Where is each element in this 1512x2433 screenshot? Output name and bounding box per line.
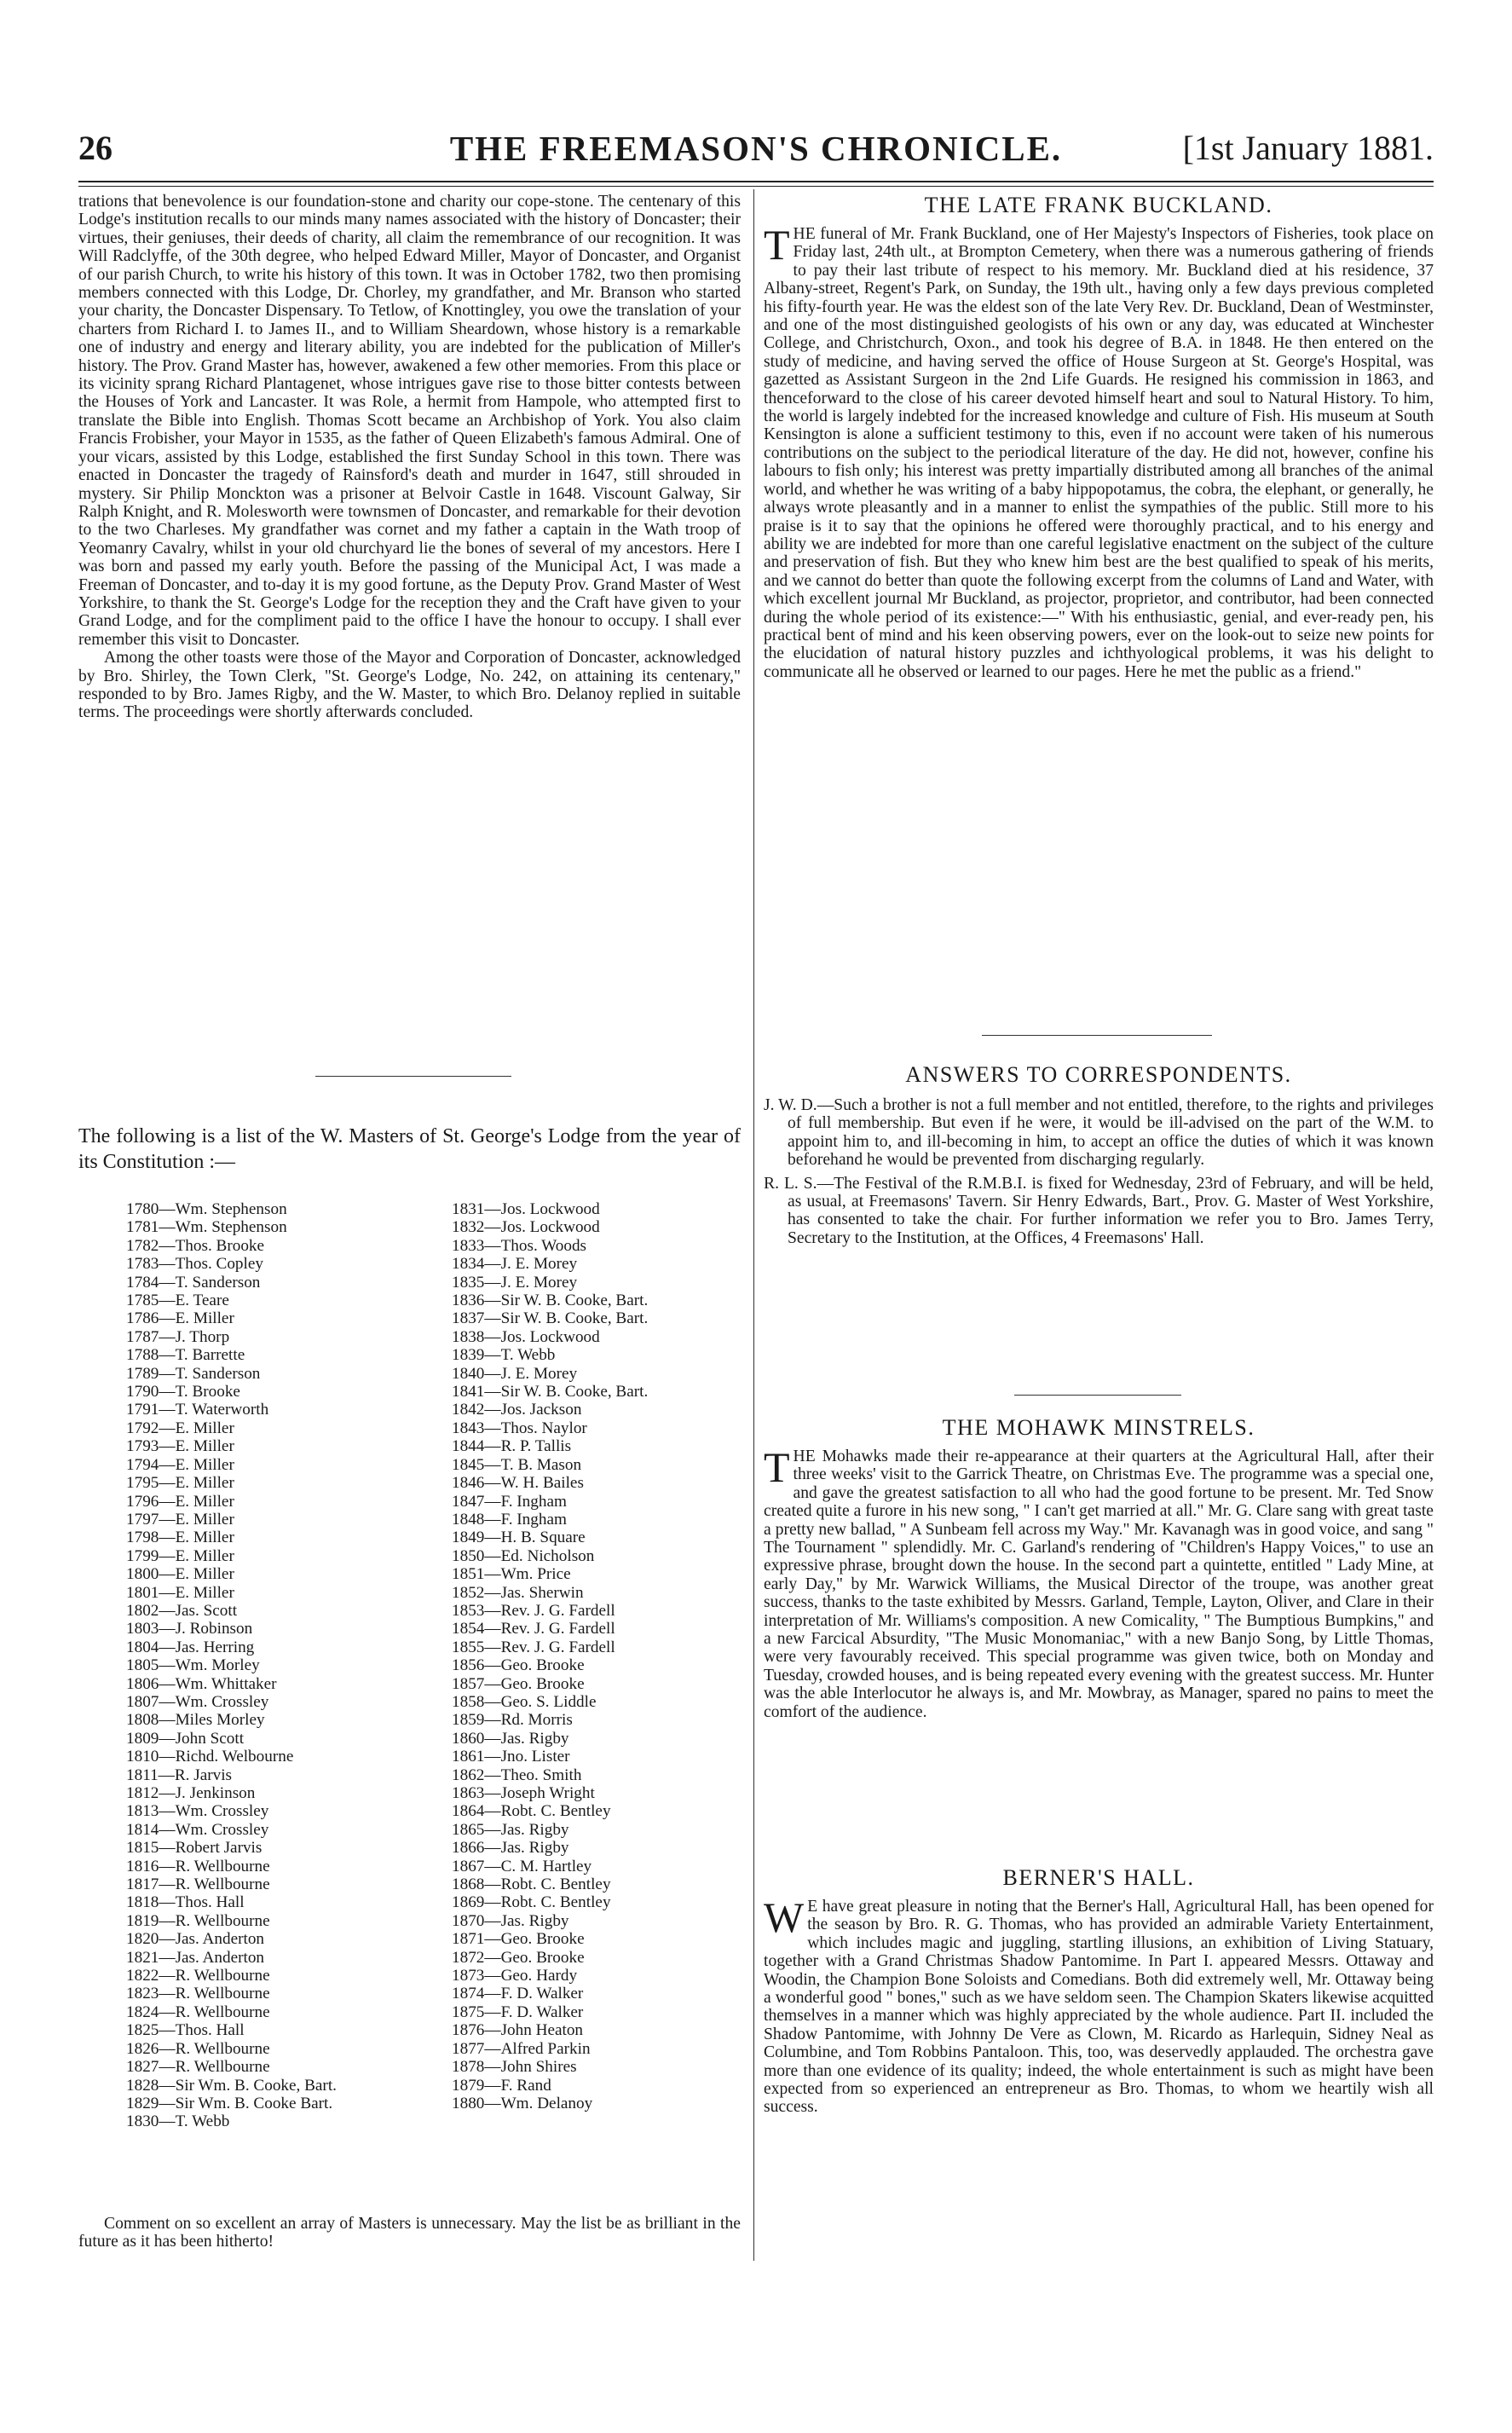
master-entry: 1831—Jos. Lockwood — [452, 1200, 600, 1218]
master-entry: 1845—T. B. Mason — [452, 1455, 582, 1474]
master-entry: 1828—Sir Wm. B. Cooke, Bart. — [126, 2076, 337, 2095]
master-entry: 1794—E. Miller — [126, 1455, 234, 1474]
master-entry: 1822—R. Wellbourne — [126, 1967, 270, 1985]
section-divider — [982, 1035, 1212, 1036]
master-entry: 1874—F. D. Walker — [452, 1985, 584, 2003]
master-entry: 1789—T. Sanderson — [126, 1364, 261, 1383]
master-entry: 1865—Jas. Rigby — [452, 1820, 569, 1839]
answer-item: J. W. D.—Such a brother is not a full member and not entitled, therefore, to the rights and privileges of full membership. But even if he were, it would be ill-advised on the part of the W.M. to appoint him to, and ill-becoming in him, to accept an office the duties of which it was known beforehand he would be prevented from discharging regularly. — [764, 1096, 1434, 1170]
master-entry: 1855—Rev. J. G. Fardell — [452, 1638, 615, 1656]
master-entry: 1820—Jas. Anderton — [126, 1930, 265, 1949]
master-entry: 1856—Geo. Brooke — [452, 1656, 585, 1675]
master-entry: 1814—Wm. Crossley — [126, 1820, 269, 1839]
master-entry: 1862—Theo. Smith — [452, 1766, 582, 1784]
master-entry: 1846—W. H. Bailes — [452, 1474, 584, 1493]
master-entry: 1844—R. P. Tallis — [452, 1437, 572, 1456]
master-entry: 1880—Wm. Delanoy — [452, 2094, 593, 2112]
master-entry: 1812—J. Jenkinson — [126, 1784, 256, 1802]
buckland-heading: THE LATE FRANK BUCKLAND. — [924, 193, 1273, 217]
berners-text: E have great pleasure in noting that the Berner's Hall, Agricultural Hall, has been opened for the season by Bro. R. G. Thomas, who has provided an admirable Variety Entertainment, which includes magic and juggling, startling illusions, an exhibition of Living Statuary, together with a Grand Christmas Shadow Pantomime. In Part I. appeared Messrs. Ottaway and Woodin, the Champion Bone Soloists and Comedians. Both did extremely well, Mr. Ottaway being a wonderful good " bones," such as we have seldom seen. The Champion Skaters likewise acquitted themselves in a manner which was highly appreciated by the whole audience. Part II. included the Shadow Pantomime, with Johnny De Vere as Clown, M. Ricardo as Harlequin, Sidney Neal as Columbine, and Tom Robbins Pantaloon. This, too, was deservedly applauded. The orchestra gave more than one evidence of its quality; indeed, the whole entertainment is such as might have been expected from so experienced an entrepreneur as Bro. Thomas, to whom we heartily wish all success. — [764, 1898, 1434, 2117]
master-entry: 1823—R. Wellbourne — [126, 1985, 270, 2003]
masters-list — [126, 1200, 740, 2138]
berners-heading: BERNER'S HALL. — [1002, 1865, 1195, 1890]
master-entry: 1876—John Heaton — [452, 2021, 584, 2040]
master-entry: 1792—E. Miller — [126, 1419, 234, 1437]
master-entry: 1783—Thos. Copley — [126, 1255, 263, 1274]
master-entry: 1850—Ed. Nicholson — [452, 1546, 595, 1565]
master-entry: 1805—Wm. Morley — [126, 1656, 260, 1675]
answer-item: R. L. S.—The Festival of the R.M.B.I. is fixed for Wednesday, 23rd of February, and will be held, as usual, at Freemasons' Tavern. Sir Henry Edwards, Bart., Prov. G. Master of West Yorkshire, has consented to take the chair. For further information we refer you to Bro. James Terry, Secretary to the Institution, at the Offices, 4 Freemasons' Hall. — [764, 1174, 1434, 1247]
buckland-article — [764, 193, 1434, 1020]
master-entry: 1818—Thos. Hall — [126, 1893, 245, 1912]
berners-drop-cap: W — [764, 1893, 805, 1941]
master-entry: 1784—T. Sanderson — [126, 1273, 261, 1292]
master-entry: 1825—Thos. Hall — [126, 2021, 245, 2040]
master-entry: 1837—Sir W. B. Cooke, Bart. — [452, 1309, 649, 1328]
master-entry: 1791—T. Waterworth — [126, 1401, 269, 1419]
master-entry: 1801—E. Miller — [126, 1583, 234, 1602]
master-entry: 1873—Geo. Hardy — [452, 1967, 578, 1985]
master-entry: 1870—Jas. Rigby — [452, 1911, 569, 1930]
mohawk-article — [764, 1415, 1434, 1858]
speech-block — [78, 193, 741, 1060]
master-entry: 1810—Richd. Welbourne — [126, 1748, 294, 1766]
master-entry: 1796—E. Miller — [126, 1492, 234, 1511]
master-entry: 1785—E. Teare — [126, 1292, 229, 1310]
master-entry: 1795—E. Miller — [126, 1474, 234, 1493]
master-entry: 1838—Jos. Lockwood — [452, 1327, 600, 1346]
master-entry: 1798—E. Miller — [126, 1529, 234, 1547]
master-entry: 1803—J. Robinson — [126, 1620, 253, 1638]
master-entry: 1872—Geo. Brooke — [452, 1948, 585, 1967]
closing-block — [78, 2215, 741, 2257]
master-entry: 1875—F. D. Walker — [452, 2002, 584, 2021]
master-entry: 1836—Sir W. B. Cooke, Bart. — [452, 1292, 649, 1310]
master-entry: 1819—R. Wellbourne — [126, 1911, 270, 1930]
master-entry: 1826—R. Wellbourne — [126, 2039, 270, 2058]
master-entry: 1860—Jas. Rigby — [452, 1729, 569, 1748]
master-entry: 1827—R. Wellbourne — [126, 2058, 270, 2077]
master-entry: 1866—Jas. Rigby — [452, 1839, 569, 1858]
master-entry: 1853—Rev. J. G. Fardell — [452, 1601, 615, 1620]
master-entry: 1832—Jos. Lockwood — [452, 1218, 600, 1237]
master-entry: 1842—Jos. Jackson — [452, 1401, 582, 1419]
master-entry: 1782—Thos. Brooke — [126, 1236, 265, 1255]
master-entry: 1797—E. Miller — [126, 1510, 234, 1529]
buckland-text: HE funeral of Mr. Frank Buckland, one of Her Majesty's Inspectors of Fisheries, took place on Friday last, 24th ult., at Brompton Cemetery, when there was a numerous gathering of friends to pay their last tribute of respect to his memory. Mr. Buckland died at his residence, 37 Albany-street, Regent's Park, on Sunday, the 19th ult., having only a few days previous completed his fifty-fourth year. He was the eldest son of the late Very Rev. Dr. Buckland, Dean of Westminster, and one of the most distinguished geologists of his own or any day, was educated at Winchester College, and Christchurch, Oxon., and took his degree of B.A. in 1848. He then entered on the study of medicine, and having served the office of House Surgeon at St. George's Hospital, was gazetted as Assistant Surgeon in the 2nd Life Guards. He resigned his commission in 1863, and thenceforward to the close of his career devoted himself heart and soul to Natural History. To him, the world is largely indebted for the increased knowledge and culture of Fish. His museum at South Kensington is alone a sufficient testimony to this, even if no account were taken of his numerous contributions on the subject to the periodical literature of the day. He did not, however, confine his labours to fish only; his interest was pretty impartially distributed among all branches of the animal world, and whether he was writing of a baby hippopotamus, the cobra, the elephant, or generally, he always wrote pleasantly and in a manner to enlist the sympathies of the public. Still more to his praise is it to say that the opinions he offered were thoroughly practical, and to his energy and ability we are indebted for more than one careful legislative enactment on the subject of the culture and preservation of fish. But they who knew him best are the best qualified to speak of his merits, and we cannot do better than quote the following excerpt from the columns of Land and Water, with which excellent journal Mr Buckland, as projector, proprietor, and contributor, had been connected during the whole period of its existence:—" With his enthusiastic, genial, and ever-ready pen, his practical bent of mind and his keen observing powers, ever on the look-out to seize new points for the elucidation of natural history puzzles and ichthyological problems, it was his delight to communicate all he observed or learned to our pages. Here he met the public as a friend." — [764, 225, 1434, 681]
buckland-drop-cap: T — [764, 221, 790, 269]
master-entry: 1787—J. Thorp — [126, 1327, 230, 1346]
master-entry: 1858—Geo. S. Liddle — [452, 1692, 597, 1711]
toasts-paragraph: Among the other toasts were those of the Mayor and Corporation of Doncaster, acknowledged by Bro. Shirley, the Town Clerk, "St. George's Lodge, No. 242, on attaining its centenary," responded to by Bro. James Rigby, and the W. Master, to which Bro. Delanoy replied in suitable terms. The proceedings were shortly afterwards concluded. — [78, 649, 741, 722]
master-entry: 1821—Jas. Anderton — [126, 1948, 265, 1967]
section-divider — [1014, 1395, 1181, 1396]
master-entry: 1861—Jno. Lister — [452, 1748, 570, 1766]
berners-article — [764, 1865, 1434, 2266]
master-entry: 1809—John Scott — [126, 1729, 245, 1748]
master-entry: 1790—T. Brooke — [126, 1383, 240, 1401]
master-entry: 1878—John Shires — [452, 2058, 577, 2077]
master-entry: 1877—Alfred Parkin — [452, 2039, 591, 2058]
master-entry: 1859—Rd. Morris — [452, 1711, 573, 1730]
master-entry: 1800—E. Miller — [126, 1565, 234, 1584]
master-entry: 1802—Jas. Scott — [126, 1601, 238, 1620]
answers-section — [764, 1062, 1434, 1386]
master-entry: 1835—J. E. Morey — [452, 1273, 578, 1292]
masters-list-column-2 — [452, 1200, 733, 2131]
master-entry: 1808—Miles Morley — [126, 1711, 265, 1730]
mohawk-drop-cap: T — [764, 1443, 790, 1491]
mohawk-text: HE Mohawks made their re-appearance at their quarters at the Agricultural Hall, after their three weeks' visit to the Garrick Theatre, on Christmas Eve. The programme was a special one, and gave the greatest satisfaction to all who had the good fortune to be present. Mr. Ted Snow created quite a furore in his new song, " I can't get married at all." Mr. G. Clare sang with great taste a pretty new ballad, " A Sunbeam fell across my Way." Mr. Kavanagh was in good voice, and sang " The Tournament " splendidly. Mr. C. Garland's rendering of "Children's Happy Voices," to use an expressive phrase, brought down the house. In the second part a quintette, entitled " Lady Mine, at early Day," by Mr. Warwick Williams, the Musical Director of the troupe, was another great success, thanks to the taste exhibited by Messrs. Garland, Temple, Layton, Oliver, and Clare in their interpretation of Mr. Williams's composition. A new Comicality, " The Bumptious Bumpkins," and a new Farcical Absurdity, "The Music Monomaniac," with a new Banjo Song, by Little Thomas, were very favourably received. This special programme was given twice, both on Monday and Tuesday, crowded houses, and is being repeated every evening with the greatest success. Mr. Hunter was the able Interlocutor he always is, and Mr. Mowbray, as Manager, spared no pains to meet the comfort of the audience. — [764, 1448, 1434, 1721]
speech-paragraph: trations that benevolence is our foundation-stone and charity our cope-stone. The centenary of this Lodge's institution recalls to our minds many names associated with the history of Doncaster; their virtues, their geniuses, their deeds of charity, all claim the remembrance of our recognition. It was Will Radclyffe, of the 30th degree, who helped Edward Miller, Mayor of Doncaster, and Organist of our parish Church, to write his history of this town. It was in October 1782, two then promising members connected with this Lodge, Dr. Chorley, my grandfather, and Mr. Branson who started your charity, the Doncaster Dispensary. To Tetlow, of Knottingley, you owe the translation of your charters from Richard I. to James II., and to William Sheardown, whose history is a remarkable one of industry and energy and literary ability, you are indebted for the publication of Miller's history. The Prov. Grand Master has, however, awakened a few other memories. From this place or its vicinity sprang Richard Plantagenet, whose intrigues gave rise to those bitter contests between the Houses of York and Lancaster. It was Role, a hermit from Hampole, who attempted first to translate the Bible into English. Thomas Scott became an Archbishop of York. You also claim Francis Frobisher, your Mayor in 1535, as the father of Queen Elizabeth's famous Admiral. One of your vicars, assisted by this Lodge, established the first Sunday School in this town. There was enacted in Doncaster the tragedy of Rainsford's death and murder in 1647, still shrouded in mystery. Sir Philip Monckton was a prisoner at Belvoir Castle in 1648. Viscount Galway, Sir Ralph Knight, and R. Molesworth were townsmen of Doncaster, and remarkable for their devotion to the two Charleses. My grandfather was cornet and my father a captain in the Wath troop of Yeomanry Cavalry, whilst in your old churchyard lie the bones of several of my ancestors. Here I was born and passed my early youth. Before the passing of the Municipal Act, I was made a Freeman of Doncaster, and to-day it is my good fortune, as the Deputy Prov. Grand Master of West Yorkshire, to thank the St. George's Lodge for the reception they and the Craft have given to your Grand Lodge, and for the compliment paid to the office I have the honour to occupy. I shall ever remember this visit to Doncaster. — [78, 193, 741, 649]
master-entry: 1840—J. E. Morey — [452, 1364, 578, 1383]
answers-heading: ANSWERS TO CORRESPONDENTS. — [905, 1062, 1292, 1087]
master-entry: 1799—E. Miller — [126, 1546, 234, 1565]
page-number: 26 — [78, 129, 113, 167]
section-divider — [315, 1076, 511, 1077]
master-entry: 1804—Jas. Herring — [126, 1638, 255, 1656]
master-entry: 1817—R. Wellbourne — [126, 1875, 270, 1894]
master-entry: 1829—Sir Wm. B. Cooke Bart. — [126, 2094, 333, 2112]
master-entry: 1867—C. M. Hartley — [452, 1857, 592, 1875]
master-entry: 1863—Joseph Wright — [452, 1784, 595, 1802]
master-entry: 1879—F. Rand — [452, 2076, 551, 2095]
masthead-rule — [78, 181, 1434, 182]
master-entry: 1788—T. Barrette — [126, 1346, 245, 1365]
master-entry: 1843—Thos. Naylor — [452, 1419, 587, 1437]
master-entry: 1807—Wm. Crossley — [126, 1692, 269, 1711]
master-entry: 1780—Wm. Stephenson — [126, 1200, 287, 1218]
masters-list-column-1 — [126, 1200, 452, 2131]
master-entry: 1841—Sir W. B. Cooke, Bart. — [452, 1383, 649, 1401]
master-entry: 1815—Robert Jarvis — [126, 1839, 263, 1858]
master-entry: 1793—E. Miller — [126, 1437, 234, 1456]
masters-intro-block — [78, 1124, 741, 1183]
master-entry: 1813—Wm. Crossley — [126, 1802, 269, 1821]
masters-intro: The following is a list of the W. Masters of St. George's Lodge from the year of its Constitution :— — [78, 1125, 741, 1173]
master-entry: 1848—F. Ingham — [452, 1510, 567, 1529]
master-entry: 1833—Thos. Woods — [452, 1236, 587, 1255]
mohawk-heading: THE MOHAWK MINSTRELS. — [942, 1415, 1255, 1440]
master-entry: 1849—H. B. Square — [452, 1529, 586, 1547]
master-entry: 1824—R. Wellbourne — [126, 2002, 270, 2021]
column-divider — [753, 189, 754, 2261]
master-entry: 1839—T. Webb — [452, 1346, 556, 1365]
issue-date: [1st January 1881. — [1182, 129, 1434, 167]
master-entry: 1857—Geo. Brooke — [452, 1674, 585, 1693]
master-entry: 1847—F. Ingham — [452, 1492, 567, 1511]
masthead — [78, 128, 1434, 176]
master-entry: 1806—Wm. Whittaker — [126, 1674, 277, 1693]
master-entry: 1869—Robt. C. Bentley — [452, 1893, 611, 1912]
newspaper-title: THE FREEMASON'S CHRONICLE. — [449, 129, 1063, 168]
master-entry: 1868—Robt. C. Bentley — [452, 1875, 611, 1894]
master-entry: 1852—Jas. Sherwin — [452, 1583, 584, 1602]
closing-paragraph: Comment on so excellent an array of Masters is unnecessary. May the list be as brilliant in the future as it has been hitherto! — [78, 2215, 741, 2251]
masthead-rule-thin — [78, 186, 1434, 187]
master-entry: 1786—E. Miller — [126, 1309, 234, 1328]
master-entry: 1864—Robt. C. Bentley — [452, 1802, 611, 1821]
master-entry: 1851—Wm. Price — [452, 1565, 571, 1584]
master-entry: 1854—Rev. J. G. Fardell — [452, 1620, 615, 1638]
master-entry: 1816—R. Wellbourne — [126, 1857, 270, 1875]
master-entry: 1811—R. Jarvis — [126, 1766, 233, 1784]
master-entry: 1834—J. E. Morey — [452, 1255, 578, 1274]
master-entry: 1781—Wm. Stephenson — [126, 1218, 287, 1237]
master-entry: 1871—Geo. Brooke — [452, 1930, 585, 1949]
master-entry: 1830—T. Webb — [126, 2112, 230, 2131]
